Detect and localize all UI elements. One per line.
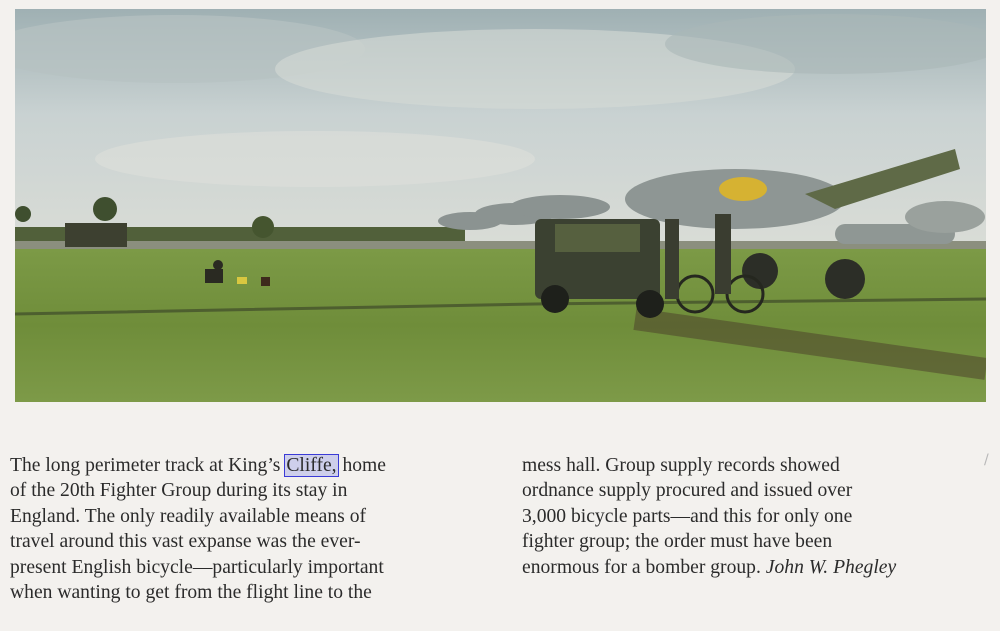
- airfield-photo: [15, 9, 986, 402]
- caption-line: mess hall. Group supply records showed: [522, 455, 840, 476]
- caption-line: travel around this vast expanse was the ever-: [10, 531, 361, 553]
- caption-line: when wanting to get from the flight line to the: [10, 582, 372, 604]
- caption-line: fighter group; the order must have been: [522, 531, 833, 553]
- caption-column-right: [522, 453, 982, 580]
- highlighted-word[interactable]: Cliffe,: [286, 455, 337, 476]
- caption-line: 3,000 bicycle parts—and this for only one: [522, 505, 853, 527]
- caption-text: enormous for a bomber group.: [522, 556, 766, 578]
- photo-credit: John W. Phegley: [765, 556, 897, 578]
- caption-line: [10, 453, 480, 478]
- caption-line: of the 20th Fighter Group during its stay in: [10, 480, 348, 502]
- caption-text: home: [337, 455, 386, 476]
- caption-column-left: [10, 453, 480, 605]
- caption-line: present English bicycle—particularly important: [10, 556, 384, 578]
- page-edge-mark: /: [984, 452, 989, 468]
- caption-line: [522, 555, 982, 580]
- caption-line: England. The only readily available means of: [10, 505, 367, 527]
- caption-text: The long perimeter track at King’s: [10, 455, 286, 476]
- caption-line: ordnance supply procured and issued over: [522, 480, 853, 502]
- airfield-photo-icon: [15, 9, 986, 402]
